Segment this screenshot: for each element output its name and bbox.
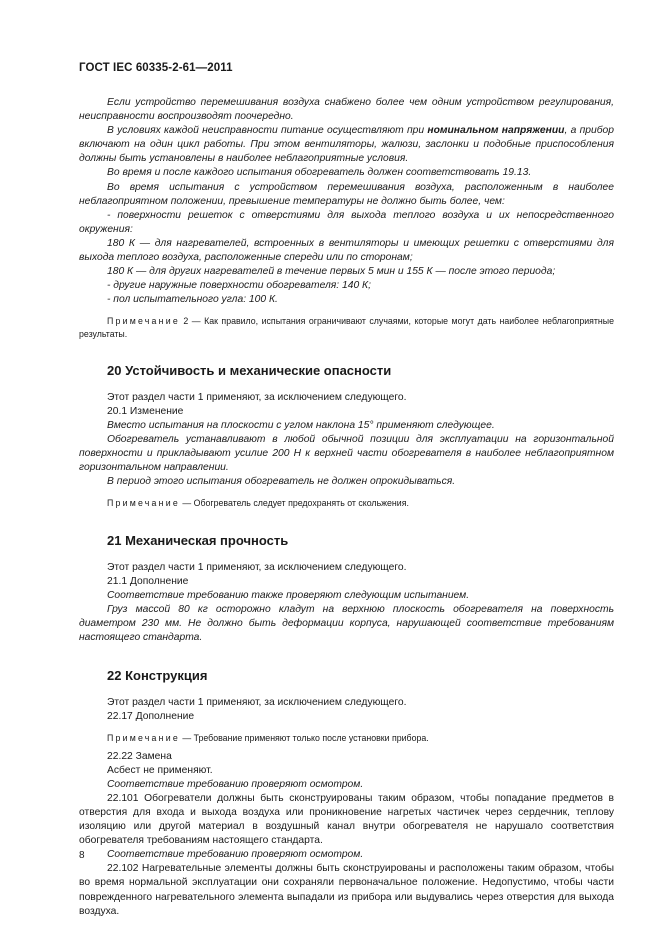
- note: Примечание — Требование применяют только после установки прибора.: [107, 733, 429, 744]
- section-heading: 22 Конструкция: [107, 668, 208, 684]
- paragraph: Этот раздел части 1 применяют, за исключением следующего.: [107, 561, 407, 573]
- paragraph: В условиях каждой неисправности питание осуществляют при номинальном напряжении, а прибор включают на один цикл работы. При этом вентиляторы, жалюзи, заслонки и подобные приспособления должны быть установлены в наиболее неблагоприятные условия.: [79, 125, 614, 165]
- clause-title: 21.1 Дополнение: [107, 575, 189, 587]
- paragraph: Соответствие требованию также проверяют следующим испытанием.: [107, 589, 470, 601]
- note: Примечание — Обогреватель следует предохранять от скольжения.: [107, 498, 409, 509]
- paragraph: Обогреватель устанавливают в любой обычной позиции для эксплуатации на горизонтальной поверхности и прикладывают усилие 200 Н к верхней части обогревателя в наиболее неблагоприятном горизонтальном направлении.: [79, 434, 614, 474]
- list-item: - поверхности решеток с отверстиями для выхода теплого воздуха и их непосредственного окружения:: [79, 209, 614, 235]
- paragraph: Соответствие требованию проверяют осмотром.: [107, 849, 364, 861]
- paragraph: Во время и после каждого испытания обогреватель должен соответствовать 19.13.: [107, 167, 532, 179]
- paragraph: Этот раздел части 1 применяют, за исключением следующего.: [107, 697, 407, 709]
- clause-title: 20.1 Изменение: [107, 405, 184, 417]
- section-heading: 21 Механическая прочность: [107, 532, 289, 548]
- list-item: - другие наружные поверхности обогревателя: 140 К;: [107, 280, 371, 292]
- clause-title: 22.17 Дополнение: [107, 711, 195, 723]
- list-item: - пол испытательного угла: 100 К.: [107, 294, 278, 306]
- paragraph: Груз массой 80 кг осторожно кладут на верхнюю плоскость обогревателя на поверхность диаметром 230 мм. Не должно быть деформации корпуса, нарушающей соответствие требованиям настоящего стандарта.: [79, 603, 614, 644]
- paragraph: Если устройство перемешивания воздуха снабжено более чем одним устройством регулирования, неисправности воспроизводят поочередно.: [79, 97, 614, 123]
- note-label: Примечание: [107, 498, 180, 509]
- note-label: Примечание: [107, 733, 180, 744]
- paragraph: Вместо испытания на плоскости с углом наклона 15° применяют следующее.: [107, 420, 495, 431]
- note: Примечание 2 — Как правило, испытания ограничивают случаями, которые могут дать наиболее неблагоприятные результаты.: [79, 316, 614, 339]
- paragraph: В период этого испытания обогреватель не должен опрокидываться.: [107, 476, 456, 488]
- list-item: 180 К — для нагревателей, встроенных в вентиляторы и имеющих решетки с отверстиями для выхода теплого воздуха, расположенные спереди или по сторонам;: [79, 237, 614, 264]
- paragraph: Соответствие требованию проверяют осмотром.: [107, 778, 364, 790]
- section-heading: 20 Устойчивость и механические опасности: [107, 362, 392, 378]
- list-item: 180 К — для других нагревателей в течение первых 5 мин и 155 К — после этого периода;: [107, 266, 556, 278]
- clause-title: 22.22 Замена: [107, 750, 172, 762]
- page-content: [79, 96, 614, 919]
- paragraph: 22.101 Обогреватели должны быть сконструированы таким образом, чтобы попадание предметов в отверстия для входа и выхода воздуха или проникновение нагретых частичек через сердечник, теплову изоляцию или другой материал в воздушный канал внутри обогревателя не нарушало соответствия обогревателя требованиям настоящего стандарта.: [79, 792, 614, 847]
- rated-voltage-term: номинальном напряжении: [427, 125, 565, 137]
- note-label: Примечание: [107, 316, 180, 327]
- standard-header: ГОСТ IEC 60335-2-61—2011: [79, 62, 233, 74]
- paragraph: Этот раздел части 1 применяют, за исключением следующего.: [107, 391, 407, 403]
- page-number: 8: [79, 850, 85, 861]
- paragraph: Асбест не применяют.: [107, 764, 213, 776]
- paragraph: 22.102 Нагревательные элементы должны быть сконструированы и расположены таким образом, чтобы во время нормальной эксплуатации они сохраняли первоначальное положение. Недопустимо, чтобы части поврежденного нагревательного элемента выпадали из прибора или выдувались через отверстия для выхода воздуха.: [79, 863, 614, 917]
- paragraph: Во время испытания с устройством перемешивания воздуха, расположенным в наиболее неблагоприятном положении, превышение температуры не должно быть более, чем:: [79, 181, 614, 207]
